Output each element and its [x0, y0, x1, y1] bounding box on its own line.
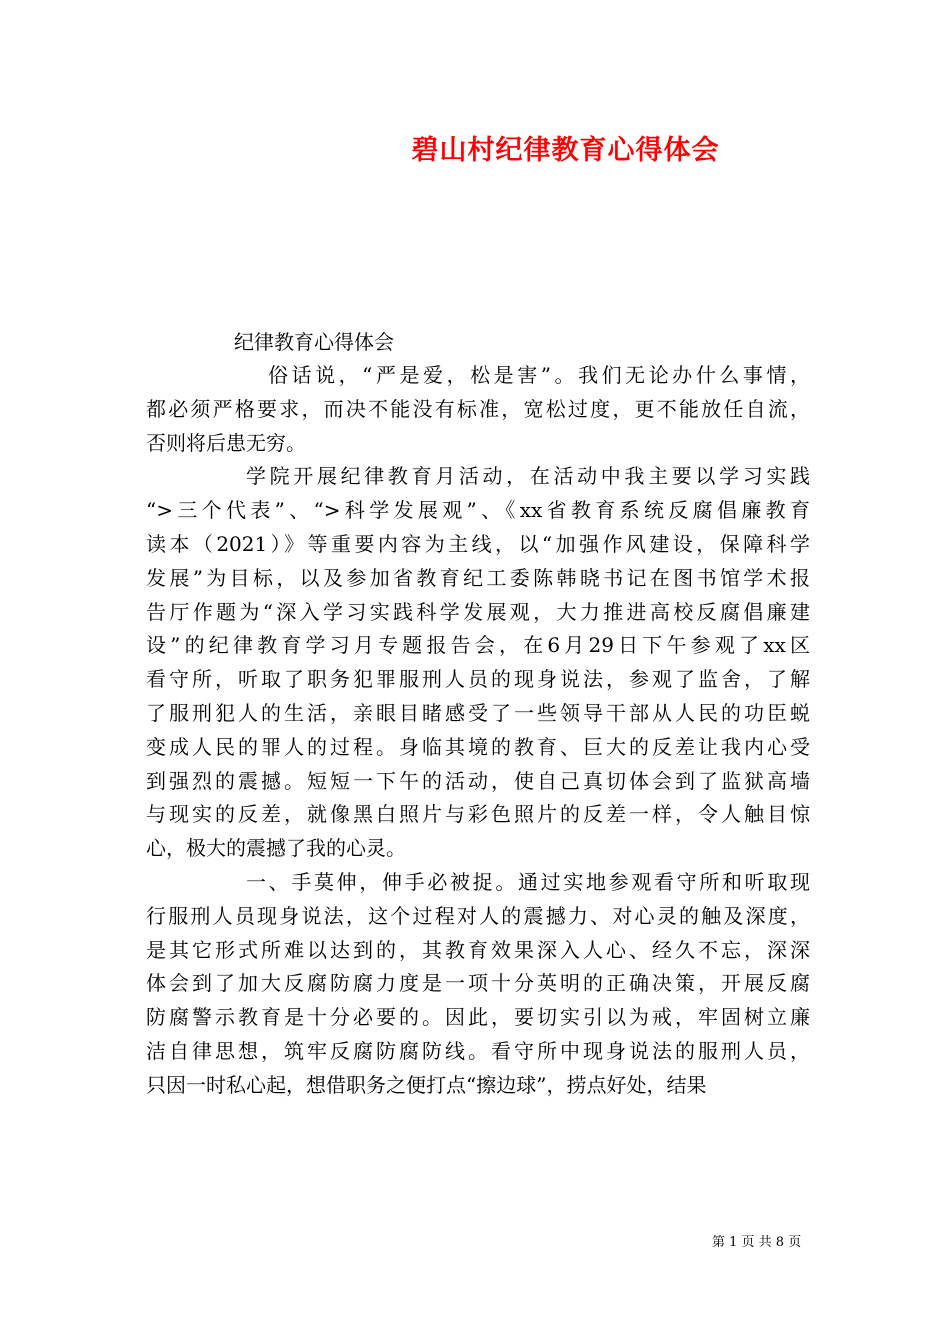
paragraph-line: 体会到了加大反腐防腐力度是一项十分英明的正确决策，开展反腐	[146, 971, 810, 996]
paragraph-line: 是其它形式所难以达到的，其教育效果深入人心、经久不忘，深深	[146, 937, 810, 962]
paragraph-line: 学院开展纪律教育月活动，在活动中我主要以学习实践	[246, 464, 810, 489]
paragraph-line: 与现实的反差，就像黑白照片与彩色照片的反差一样，令人触目惊	[146, 802, 810, 827]
paragraph-line: 设”的纪律教育学习月专题报告会，在6月29日下午参观了xx区	[146, 633, 810, 658]
paragraph-line: 心，极大的震撼了我的心灵。	[146, 836, 406, 861]
paragraph-line: “>三个代表”、“>科学发展观”、《xx省教育系统反腐倡廉教育	[146, 498, 810, 523]
paragraph	[146, 359, 810, 460]
paragraph-line: 否则将后患无穷。	[146, 430, 306, 455]
paragraph-line: 发展”为目标，以及参加省教育纪工委陈韩晓书记在图书馆学术报	[146, 565, 810, 590]
paragraph-line: 到强烈的震撼。短短一下午的活动，使自己真切体会到了监狱高墙	[146, 768, 810, 793]
paragraph-line: 行服刑人员现身说法，这个过程对人的震撼力、对心灵的触及深度，	[146, 903, 810, 928]
document-subheading: 纪律教育心得体会	[234, 330, 394, 354]
paragraph-line: 读本（2021）》等重要内容为主线，以“加强作风建设，保障科学	[146, 531, 810, 556]
paragraph-line: 看守所，听取了职务犯罪服刑人员的现身说法，参观了监舍，了解	[146, 667, 810, 692]
paragraph-line: 只因一时私心起，想借职务之便打点“擦边球”，捞点好处，结果	[146, 1072, 707, 1097]
paragraph-line: 了服刑犯人的生活，亲眼目睹感受了一些领导干部从人民的功臣蜕	[146, 700, 810, 725]
document-body	[146, 326, 810, 1103]
page-footer: 第 1 页 共 8 页	[712, 1235, 802, 1250]
document-title: 碧山村纪律教育心得体会	[411, 135, 720, 166]
paragraph-line: 俗话说，“严是爱，松是害”。我们无论办什么事情，	[268, 363, 810, 387]
paragraph	[146, 866, 810, 1103]
paragraph-line: 变成人民的罪人的过程。身临其境的教育、巨大的反差让我内心受	[146, 734, 810, 759]
paragraph	[146, 460, 810, 866]
paragraph-line: 一、手莫伸，伸手必被捉。通过实地参观看守所和听取现	[246, 869, 810, 894]
paragraph-line: 洁自律思想，筑牢反腐防腐防线。看守所中现身说法的服刑人员，	[146, 1038, 810, 1063]
paragraph-line: 告厅作题为“深入学习实践科学发展观，大力推进高校反腐倡廉建	[146, 599, 810, 624]
paragraph-line: 都必须严格要求，而决不能没有标准，宽松过度，更不能放任自流，	[146, 396, 810, 421]
paragraph-line: 防腐警示教育是十分必要的。因此，要切实引以为戒，牢固树立廉	[146, 1005, 810, 1030]
